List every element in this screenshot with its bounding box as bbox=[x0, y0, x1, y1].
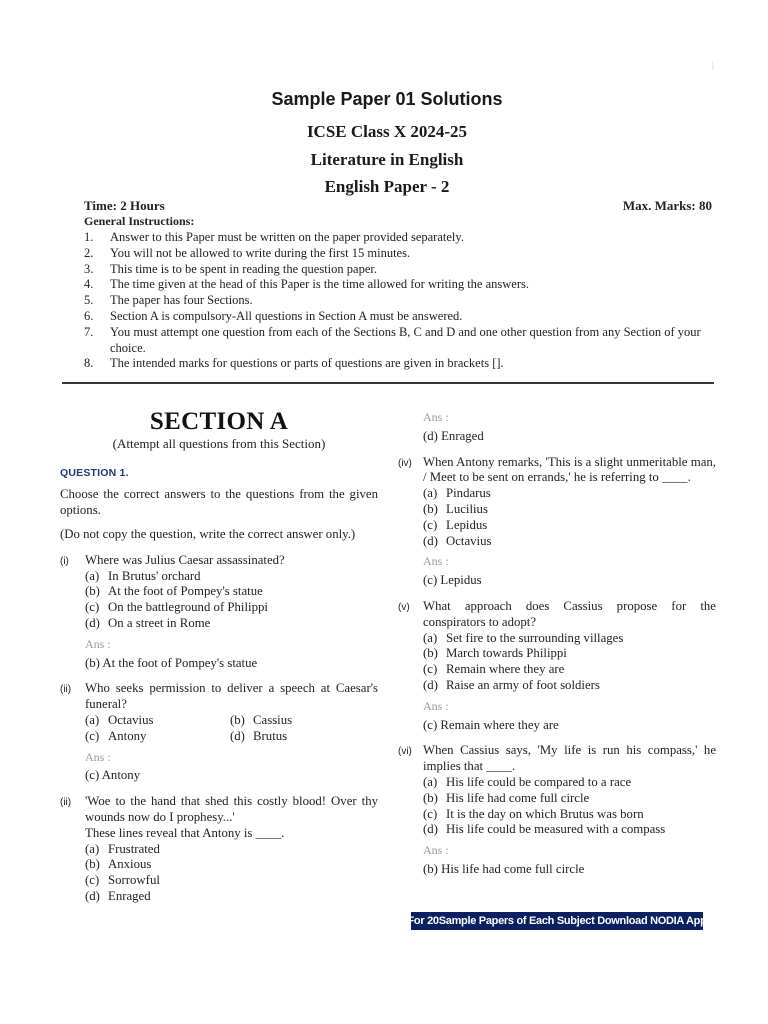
option-letter: (b) bbox=[85, 584, 100, 599]
class-subtitle: ICSE Class X 2024-25 bbox=[306, 122, 468, 141]
paper-subtitle: English Paper - 2 bbox=[324, 177, 450, 196]
question-number: (ii) bbox=[60, 797, 72, 809]
option-text: Antony bbox=[108, 728, 147, 743]
option-text: Frustrated bbox=[108, 841, 160, 856]
question-item bbox=[398, 743, 716, 877]
instruction-number: 4. bbox=[84, 277, 94, 292]
time-marks-row bbox=[84, 198, 712, 214]
instruction-item bbox=[84, 262, 716, 278]
header-divider bbox=[62, 382, 714, 384]
option bbox=[85, 889, 378, 905]
option-text: His life could be measured with a compass bbox=[446, 822, 666, 837]
option-text: Pindarus bbox=[446, 486, 491, 501]
option-letter: (c) bbox=[85, 600, 100, 615]
option bbox=[423, 534, 716, 550]
instruction-number: 1. bbox=[84, 230, 94, 244]
option-text: On a street in Rome bbox=[108, 615, 211, 630]
option bbox=[85, 569, 378, 585]
instruction-item bbox=[84, 325, 716, 357]
instruction-item bbox=[84, 293, 716, 309]
option bbox=[423, 807, 716, 823]
question-number: (ii) bbox=[60, 684, 72, 696]
instruction-text: This time is to be spent in reading the question paper. bbox=[110, 261, 377, 276]
option-letter: (c) bbox=[423, 662, 438, 677]
question-item bbox=[60, 553, 378, 672]
option bbox=[85, 729, 230, 745]
section-subtitle: (Attempt all questions from this Section) bbox=[112, 435, 326, 451]
answer-label: Ans : bbox=[423, 843, 449, 858]
option-text: Lucilius bbox=[446, 501, 488, 516]
option-letter: (a) bbox=[85, 568, 100, 583]
instructions-list bbox=[84, 230, 716, 372]
question-text: What approach does Cassius propose for the conspirators to adopt? bbox=[423, 598, 716, 629]
question-item bbox=[60, 681, 378, 784]
option bbox=[423, 502, 716, 518]
option-letter: (d) bbox=[85, 615, 100, 630]
instruction-number: 3. bbox=[84, 261, 94, 276]
question-number: (vi) bbox=[398, 746, 412, 758]
paper-title: Sample Paper 01 Solutions bbox=[271, 89, 503, 109]
option bbox=[85, 584, 378, 600]
answer-label: Ans : bbox=[423, 410, 449, 424]
answer-label: Ans : bbox=[423, 698, 449, 713]
instruction-number: 8. bbox=[84, 356, 94, 371]
question-text: 'Woe to the hand that shed this costly blood! Over thy wounds now do I prophesy...' bbox=[85, 794, 378, 824]
answer-text: (d) Enraged bbox=[423, 428, 484, 443]
answer-text: (c) Remain where they are bbox=[423, 717, 559, 732]
option-text: Lepidus bbox=[446, 517, 488, 532]
option-letter: (b) bbox=[230, 712, 245, 727]
option bbox=[85, 616, 378, 632]
option-text: On the battleground of Philippi bbox=[108, 600, 268, 615]
option-row bbox=[85, 713, 378, 729]
option-text: Sorrowful bbox=[108, 873, 160, 888]
answer-text: (b) His life had come full circle bbox=[423, 861, 585, 876]
option bbox=[423, 631, 716, 647]
option-letter: (c) bbox=[85, 873, 100, 888]
option bbox=[423, 662, 716, 678]
option-text: Cassius bbox=[253, 712, 293, 727]
question-number: (iv) bbox=[398, 457, 412, 469]
question-text: When Cassius says, 'My life is run his compass,' he implies that ____. bbox=[423, 743, 716, 774]
question-item bbox=[398, 599, 716, 733]
answer-label: Ans : bbox=[423, 554, 449, 569]
option-text: His life had come full circle bbox=[446, 790, 590, 805]
option-letter: (b) bbox=[423, 790, 438, 805]
option bbox=[423, 791, 716, 807]
option-letter: (c) bbox=[85, 728, 100, 743]
question-text-continued: These lines reveal that Antony is ____. bbox=[85, 825, 285, 840]
option bbox=[85, 713, 230, 729]
question-item bbox=[60, 794, 378, 905]
option-text: Remain where they are bbox=[446, 662, 565, 677]
answer-text: (b) At the foot of Pompey's statue bbox=[85, 655, 258, 670]
left-column bbox=[60, 408, 378, 905]
instruction-number: 5. bbox=[84, 293, 94, 308]
question-text: When Antony remarks, 'This is a slight unmeritable man, / Meet to be sent on errands,' he is referring to ____. bbox=[423, 454, 716, 485]
option-letter: (c) bbox=[423, 517, 438, 532]
time-allowed: Time: 2 Hours bbox=[84, 198, 165, 213]
question-number: (v) bbox=[398, 601, 410, 613]
option-letter: (a) bbox=[85, 841, 100, 856]
page-edge-mark: | bbox=[712, 60, 714, 70]
intro-note: (Do not copy the question, write the correct answer only.) bbox=[60, 526, 356, 541]
download-app-banner[interactable]: For 20Sample Papers of Each Subject Download NODIA App bbox=[411, 912, 703, 930]
option-letter: (d) bbox=[423, 533, 438, 548]
option-letter: (d) bbox=[230, 728, 245, 743]
option bbox=[423, 822, 716, 838]
instruction-item bbox=[84, 356, 716, 372]
question-text: Who seeks permission to deliver a speech at Caesar's funeral? bbox=[85, 681, 378, 712]
instruction-text: You must attempt one question from each of the Sections B, C and D and one other question from any Section of your choice. bbox=[110, 324, 701, 355]
instruction-item bbox=[84, 230, 716, 246]
instruction-text: The paper has four Sections. bbox=[110, 293, 253, 308]
option bbox=[85, 842, 378, 858]
option-letter: (d) bbox=[85, 888, 100, 903]
option bbox=[423, 775, 716, 791]
answer-text: (c) Antony bbox=[85, 768, 141, 783]
option-text: Set fire to the surrounding villages bbox=[446, 630, 624, 645]
right-column bbox=[398, 410, 716, 878]
instruction-text: The time given at the head of this Paper is the time allowed for writing the answers. bbox=[110, 277, 529, 292]
option-text: At the foot of Pompey's statue bbox=[108, 584, 263, 599]
option-letter: (d) bbox=[423, 822, 438, 837]
instruction-text: You will not be allowed to write during the first 15 minutes. bbox=[110, 245, 411, 260]
answer-label: Ans : bbox=[85, 636, 111, 651]
question-text: Where was Julius Caesar assassinated? bbox=[85, 552, 285, 567]
section-title: SECTION A bbox=[149, 408, 289, 435]
instruction-text: The intended marks for questions or parts of questions are given in brackets []. bbox=[110, 356, 504, 371]
option bbox=[423, 486, 716, 502]
option-letter: (a) bbox=[85, 712, 100, 727]
option bbox=[85, 857, 378, 873]
option-letter: (b) bbox=[423, 646, 438, 661]
instruction-item bbox=[84, 309, 716, 325]
option bbox=[85, 873, 378, 889]
general-instructions-heading: General Instructions: bbox=[84, 214, 195, 228]
instruction-number: 7. bbox=[84, 324, 94, 339]
answer-text: (c) Lepidus bbox=[423, 573, 482, 588]
option-text: Octavius bbox=[108, 712, 154, 727]
instruction-item bbox=[84, 277, 716, 293]
option bbox=[85, 600, 378, 616]
option-text: Octavius bbox=[446, 533, 492, 548]
option bbox=[230, 713, 375, 729]
option-text: Raise an army of foot soldiers bbox=[446, 677, 600, 692]
question-label: QUESTION 1. bbox=[60, 466, 129, 479]
option bbox=[423, 678, 716, 694]
instruction-text: Answer to this Paper must be written on the paper provided separately. bbox=[110, 230, 464, 244]
option-letter: (a) bbox=[423, 486, 438, 501]
option-letter: (d) bbox=[423, 677, 438, 692]
option-text: Brutus bbox=[253, 728, 288, 743]
instruction-text: Section A is compulsory-All questions in Section A must be answered. bbox=[110, 308, 463, 323]
option-text: Enraged bbox=[108, 888, 151, 903]
option-letter: (a) bbox=[423, 630, 438, 645]
option bbox=[423, 518, 716, 534]
instruction-number: 2. bbox=[84, 245, 94, 260]
option-text: Anxious bbox=[108, 857, 152, 872]
option-letter: (a) bbox=[423, 774, 438, 789]
subject-subtitle: Literature in English bbox=[310, 150, 464, 169]
option bbox=[423, 646, 716, 662]
answer-label: Ans : bbox=[85, 749, 111, 764]
option-text: It is the day on which Brutus was born bbox=[446, 806, 644, 821]
max-marks: Max. Marks: 80 bbox=[622, 198, 712, 213]
option-letter: (b) bbox=[423, 501, 438, 516]
question-item bbox=[398, 455, 716, 589]
instruction-item bbox=[84, 246, 716, 262]
question-number: (i) bbox=[60, 555, 69, 567]
intro-text: Choose the correct answers to the questions from the given options. bbox=[60, 487, 378, 518]
option-row bbox=[85, 729, 378, 745]
option bbox=[230, 729, 375, 745]
option-text: His life could be compared to a race bbox=[446, 774, 632, 789]
option-letter: (b) bbox=[85, 857, 100, 872]
option-text: In Brutus' orchard bbox=[108, 568, 201, 583]
instruction-number: 6. bbox=[84, 308, 94, 323]
option-text: March towards Philippi bbox=[446, 646, 567, 661]
option-letter: (c) bbox=[423, 806, 438, 821]
